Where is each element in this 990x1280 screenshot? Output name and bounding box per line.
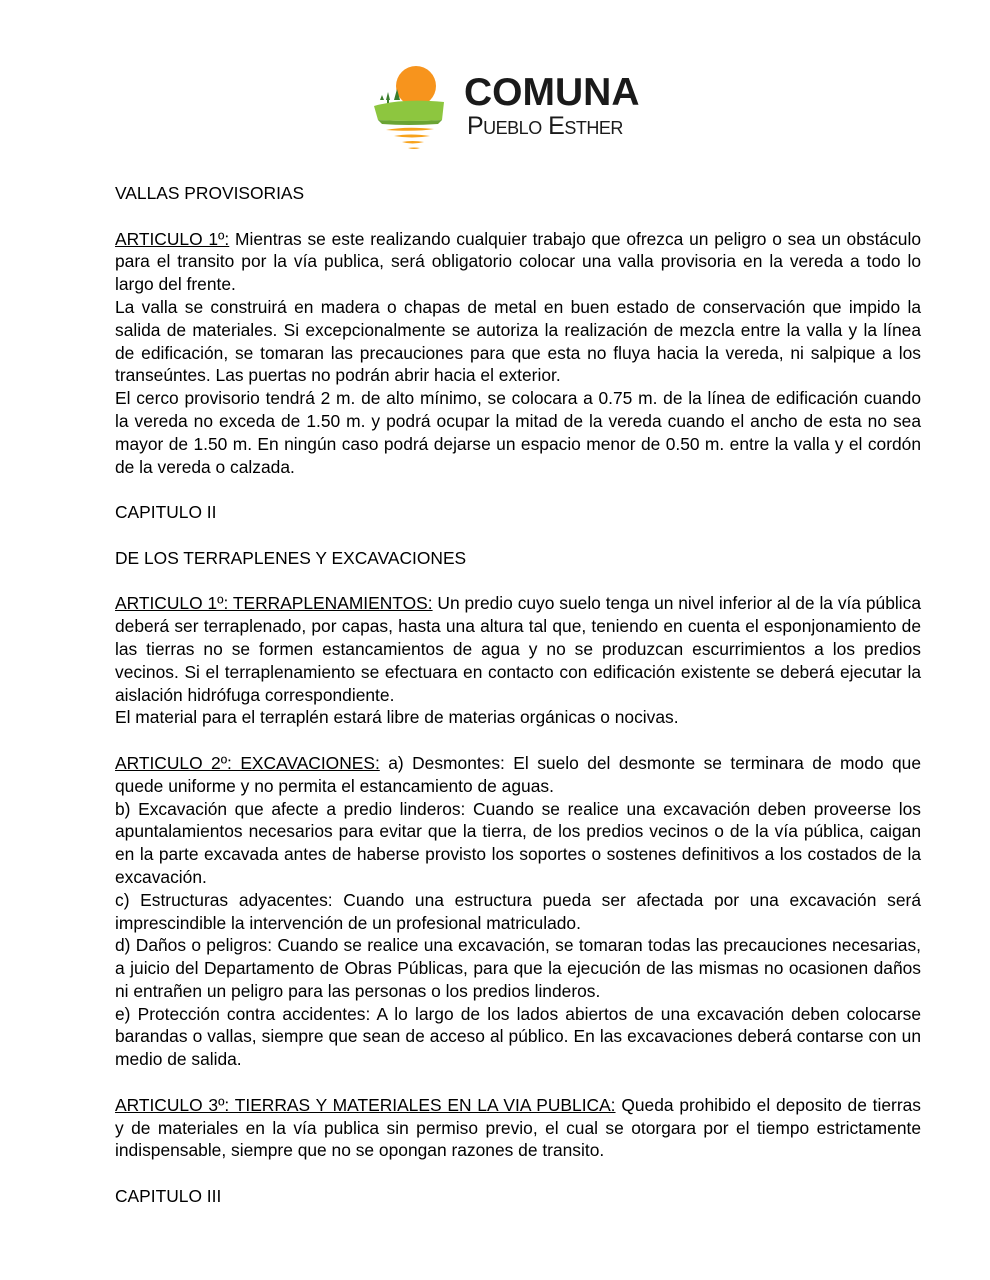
comuna-logo-icon [372, 62, 460, 154]
chapter-2-article-3-paragraph [115, 1094, 921, 1162]
chapter-2-article-2-label: ARTICULO 2º: EXCAVACIONES: [115, 752, 380, 773]
chapter-2-heading: CAPITULO II [115, 502, 217, 523]
chapter-2-article-1-paragraph-2: El material para el terraplén estará libre de materias orgánicas o nocivas. [115, 707, 679, 728]
logo-subtitle: Pueblo Esther [467, 112, 623, 140]
chapter-2-article-1-label: ARTICULO 1º: TERRAPLENAMIENTOS: [115, 593, 433, 614]
chapter-3-heading: CAPITULO III [115, 1186, 222, 1207]
document-body [115, 182, 921, 1208]
section-heading-vallas: VALLAS PROVISORIAS [115, 183, 305, 203]
chapter-2-article-1-paragraph [115, 592, 921, 706]
chapter-2-article-2-text: a) Desmontes: El suelo del desmonte se terminara de modo que quede uniforme y no permita el estancamiento de aguas. [115, 752, 921, 796]
chapter-2-article-1-text: Un predio cuyo suelo tenga un nivel inferior al de la vía pública deberá ser terraplenado, por capas, hasta una altura tal que, teniendo en cuenta el esponjonamiento de las tierras no se formen estancamientos de agua y no se produzcan escurrimientos a los predios vecinos. Si el terraplenamiento se efectuara en contacto con edificación existente se deberá ejecutar la aislación hidrófuga correspondiente. [115, 593, 921, 705]
logo-text [464, 71, 674, 140]
logo-field [374, 101, 444, 121]
chapter-2-article-2-paragraph [115, 752, 921, 798]
article-1-paragraph [115, 228, 921, 296]
logo-water-4 [408, 148, 420, 150]
logo-title: COMUNA [464, 71, 640, 114]
article-1-paragraph-2: La valla se construirá en madera o chapas de metal en buen estado de conservación que impido la salida de materiales. Si excepcionalmente se autoriza la realización de mezcla entre la valla y la línea de edificación, se tomaran las precauciones para que esta no fluya hacia la vereda, ni salpique a los transeúntes. Las puertas no podrán abrir hacia el exterior. [115, 296, 921, 386]
chapter-2-article-2-item-e: e) Protección contra accidentes: A lo largo de los lados abiertos de una excavación deben colocarse barandas o vallas, siempre que sean de acceso al público. En las excavaciones deberá contarse con un medio de salida. [115, 1003, 921, 1070]
article-1-label: ARTICULO 1º: [115, 228, 230, 249]
chapter-2-article-2-item-c: c) Estructuras adyacentes: Cuando una estructura pueda ser afectada por una excavación será imprescindible la intervención de un profesional matriculado. [115, 889, 921, 933]
page-header [372, 62, 672, 158]
chapter-2-article-3-text: Queda prohibido el deposito de tierras y de materiales en la vía publica sin permiso previo, el cual se otorgara por el tiempo estrictamente indispensable, siempre que no se opongan razones de transito. [115, 1094, 922, 1161]
chapter-2-article-2-item-b: b) Excavación que afecte a predio linderos: Cuando se realice una excavación deben proveerse los apuntalamientos necesarios para evitar que la tierra, de los predios vecinos o de la vía pública, caigan en la parte excavada antes de haberse provisto los soportes o sostenes definitivos a los costados de la excavación. [115, 798, 921, 887]
logo-water-1 [386, 128, 434, 131]
logo-water-2 [394, 135, 430, 138]
logo-sun [396, 66, 436, 106]
chapter-2-title: DE LOS TERRAPLENES Y EXCAVACIONES [115, 547, 467, 568]
logo-water-3 [402, 141, 424, 144]
chapter-2-article-2-item-d: d) Daños o peligros: Cuando se realice una excavación, se tomaran todas las precauciones necesarias, a juicio del Departamento de Obras Públicas, para que la ejecución de las mismas no ocasionen daños ni entrañen un peligro para las personas o los predios linderos. [115, 935, 921, 1001]
article-1-text: Mientras se este realizando cualquier trabajo que ofrezca un peligro o sea un obstáculo para el transito por la vía publica, será obligatorio colocar una valla provisoria en la vereda a todo lo largo del frente. [115, 228, 921, 295]
article-1-paragraph-3: El cerco provisorio tendrá 2 m. de alto mínimo, se colocara a 0.75 m. de la línea de edificación cuando la vereda no exceda de 1.50 m. y podrá ocupar la mitad de la vereda cuando el ancho de esta no sea mayor de 1.50 m. En ningún caso podrá dejarse un espacio menor de 0.50 m. entre la valla y el cordón de la vereda o calzada. [115, 388, 921, 477]
chapter-2-article-3-label: ARTICULO 3º: TIERRAS Y MATERIALES EN LA VIA PUBLICA: [115, 1094, 616, 1115]
logo-trees [380, 89, 400, 100]
